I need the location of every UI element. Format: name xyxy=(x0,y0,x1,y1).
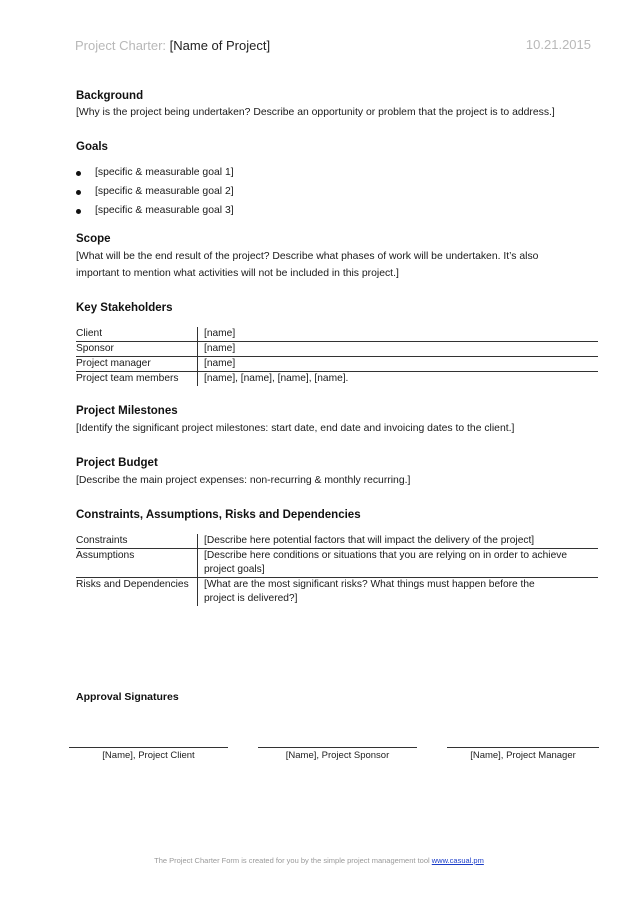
signature-line xyxy=(258,747,417,748)
table-row xyxy=(76,534,598,549)
constraint-value-line: [What are the most significant risks? What things must happen before the xyxy=(204,579,535,590)
stakeholders-title: Key Stakeholders xyxy=(76,302,173,314)
constraint-label: Risks and Dependencies xyxy=(76,578,198,607)
stakeholder-name: [name] xyxy=(198,357,599,372)
stakeholder-role: Sponsor xyxy=(76,342,198,357)
stakeholder-role: Project manager xyxy=(76,357,198,372)
constraint-value xyxy=(198,549,599,578)
signature-client: [Name], Project Client xyxy=(102,750,195,761)
stakeholder-name: [name] xyxy=(198,342,599,357)
stakeholder-name: [name] xyxy=(198,327,599,342)
goal-item xyxy=(76,186,234,205)
constraints-table xyxy=(76,534,598,606)
footer-text: The Project Charter Form is created for you by the simple project management tool xyxy=(154,856,432,865)
goal-text: [specific & measurable goal 2] xyxy=(95,186,234,197)
milestones-text: [Identify the significant project milestones: start date, end date and invoicing dates to the client.] xyxy=(76,423,515,434)
table-row xyxy=(76,549,598,578)
stakeholder-role: Client xyxy=(76,327,198,342)
budget-title: Project Budget xyxy=(76,457,158,469)
bullet-icon xyxy=(76,171,81,176)
signature-line xyxy=(69,747,228,748)
goal-text: [specific & measurable goal 3] xyxy=(95,205,234,216)
budget-text: [Describe the main project expenses: non-recurring & monthly recurring.] xyxy=(76,475,411,486)
header-prefix: Project Charter: xyxy=(75,38,170,53)
approval-title: Approval Signatures xyxy=(76,691,179,703)
header-date: 10.21.2015 xyxy=(525,37,591,52)
signature-manager: [Name], Project Manager xyxy=(470,750,576,761)
goal-text: [specific & measurable goal 1] xyxy=(95,167,234,178)
bullet-icon xyxy=(76,190,81,195)
scope-line-2: important to mention what activities will not be included in this project.] xyxy=(76,268,399,279)
scope-title: Scope xyxy=(76,233,111,245)
scope-line-1: [What will be the end result of the project? Describe what phases of work will be undertaken. It’s also xyxy=(76,251,539,262)
page-header xyxy=(75,37,591,57)
signature-sponsor: [Name], Project Sponsor xyxy=(285,750,390,761)
stakeholders-table xyxy=(76,327,598,386)
table-row xyxy=(76,357,598,372)
page-footer xyxy=(0,856,638,865)
goals-title: Goals xyxy=(76,141,108,153)
constraint-label: Assumptions xyxy=(76,549,198,578)
constraint-value-line: project goals] xyxy=(204,564,265,575)
constraints-title: Constraints, Assumptions, Risks and Dependencies xyxy=(76,509,361,521)
constraint-value xyxy=(198,534,599,549)
table-row xyxy=(76,342,598,357)
constraint-value-line: project is delivered?] xyxy=(204,593,298,604)
bullet-icon xyxy=(76,209,81,214)
goal-item xyxy=(76,205,234,224)
goals-list xyxy=(76,167,234,224)
goal-item xyxy=(76,167,234,186)
constraint-value-line: [Describe here potential factors that will impact the delivery of the project] xyxy=(204,535,535,546)
stakeholder-role: Project team members xyxy=(76,372,198,387)
signature-line xyxy=(447,747,599,748)
constraint-value xyxy=(198,578,599,607)
constraint-value-line: [Describe here conditions or situations that you are relying on in order to achieve xyxy=(204,550,567,561)
footer-link[interactable]: www.casual.pm xyxy=(431,856,484,865)
background-title: Background xyxy=(76,90,144,102)
stakeholder-name: [name], [name], [name], [name]. xyxy=(204,373,349,384)
background-text: [Why is the project being undertaken? Describe an opportunity or problem that the project is to address.] xyxy=(76,107,555,118)
constraint-label: Constraints xyxy=(76,534,198,549)
milestones-title: Project Milestones xyxy=(76,405,178,417)
table-row xyxy=(76,578,598,607)
table-row xyxy=(76,372,598,387)
project-name: [Name of Project] xyxy=(169,38,271,53)
table-row xyxy=(76,327,598,342)
